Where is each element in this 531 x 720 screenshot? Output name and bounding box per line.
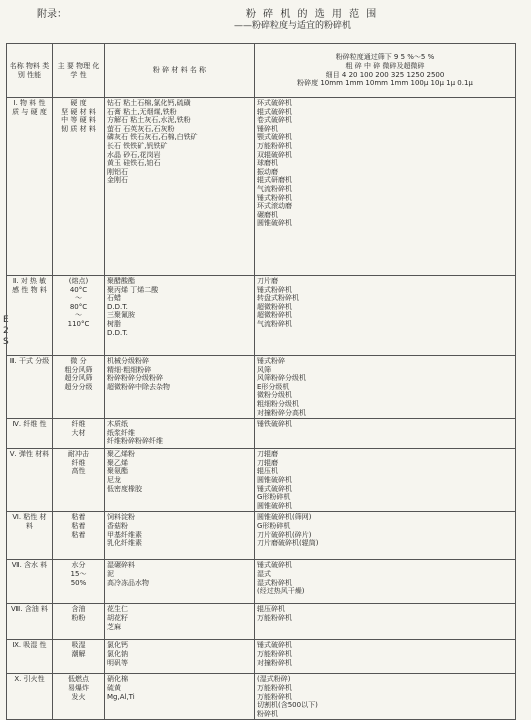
selection-table [6, 43, 516, 720]
header-material: 粉 碎 材 料 名 称 [105, 44, 255, 98]
material-cell-line: 湿碾碎料 [107, 561, 135, 570]
category-cell: Ⅸ. 吸湿 性 [7, 640, 53, 674]
property-cell-line: 粘着 [71, 521, 86, 530]
category-row [7, 674, 516, 720]
material-cell [105, 640, 255, 674]
material-cell-line: 长石 铁铁矿,钒铁矿 [107, 141, 168, 150]
property-cell-line: 低燃点 [68, 675, 89, 684]
header-property: 主 要 物理 化学 性 [53, 44, 105, 98]
material-cell-line: 粉碎粉碎分级粉碎 [107, 374, 163, 383]
header-row [7, 44, 516, 98]
mill-cell-line: G形粉碎机 [257, 493, 291, 502]
property-cell-line: 50% [70, 578, 87, 587]
category-cell: Ⅱ. 对 热 敏 感 性 物 料 [7, 276, 53, 356]
mill-cell-line: 辊式破碎机 [257, 107, 292, 116]
mill-cell [255, 98, 516, 276]
category-row [7, 604, 516, 640]
mill-cell-line: 对撞粉碎分高机 [257, 408, 306, 417]
size-row: 粉碎度 10mm 1mm 10mm 1mm 100μ 10μ 1μ 0.1μ [297, 79, 473, 88]
material-cell-line: 刚铝石 [107, 167, 128, 176]
material-cell-line: 泥 [107, 569, 114, 578]
mill-cell-line: 湿式粉碎机 [257, 578, 292, 587]
mill-cell-line: 锤碎机 [257, 124, 278, 133]
category-cell: Ⅴ. 弹性 材料 [7, 449, 53, 512]
property-cell-line: 超分风筛 [64, 374, 93, 383]
mill-cell-line: 双辊破碎机 [257, 150, 292, 159]
mill-cell-line: 切割机(含500以下) [257, 701, 318, 710]
mill-cell-line: 万能粉碎机 [257, 683, 292, 692]
property-cell-line: 发火 [71, 692, 86, 701]
mill-cell-line: 辊压机 [257, 467, 278, 476]
material-cell-line: D.D.T. [107, 302, 128, 311]
header-category: 名称 物料 类别 性能 [7, 44, 53, 98]
mill-cell-line: 微粉分级机 [257, 391, 292, 400]
property-cell [53, 356, 105, 419]
mill-cell-line: 刀辊磨 [257, 450, 278, 459]
property-cell-line: 耐冲击 [68, 450, 89, 459]
material-cell-line: 金刚石 [107, 176, 128, 185]
material-cell [105, 674, 255, 720]
property-cell [53, 512, 105, 560]
material-cell-line: 尼龙 [107, 475, 121, 484]
property-cell [53, 560, 105, 604]
mill-cell-line: 超微粉碎机 [257, 302, 292, 311]
mill-cell-line: 辊压碎机 [257, 605, 285, 614]
mill-cell-line: (湿式粉碎) [257, 675, 291, 684]
property-cell [53, 604, 105, 640]
mill-cell-line: 超微粉碎机 [257, 311, 292, 320]
category-row [7, 276, 516, 356]
mill-cell [255, 449, 516, 512]
property-cell-line: 40°C [69, 285, 88, 294]
mill-cell [255, 512, 516, 560]
mill-cell-line: G形粉碎机 [257, 521, 291, 530]
mill-cell-line: 转盘式粉碎机 [257, 294, 299, 303]
category-row [7, 356, 516, 419]
material-cell-line: 聚氨酯 [107, 467, 128, 476]
material-cell-line: 聚乙烯 [107, 458, 128, 467]
mill-cell-line: 辊式研磨机 [257, 176, 292, 185]
mill-cell-line: 锤式粉碎 [257, 357, 285, 365]
material-cell-line: 磷灰石 铁石灰石,石棉,白铁矿 [107, 133, 198, 142]
material-cell-line: 乳化纤维素 [107, 539, 142, 548]
property-cell-line: 15～ [70, 569, 87, 578]
material-cell-line: 香菇粉 [107, 521, 128, 530]
property-cell-line: 中 等 硬 料 [61, 116, 96, 125]
material-cell-line: 芝麻 [107, 622, 121, 631]
material-cell-line: 硝化棉 [107, 675, 128, 684]
header-size-title: 粉碎粒度通过筛下 9 5 %～5 % [335, 53, 435, 62]
category-row [7, 560, 516, 604]
mill-cell-line: (经过热风干燥) [257, 587, 305, 596]
category-cell: Ⅹ. 引火性 [7, 674, 53, 720]
mill-cell-line: 刀辊磨 [257, 458, 278, 467]
property-cell-line: 韧 质 材 料 [61, 124, 96, 133]
mill-cell-line: 卷式破碎机 [257, 116, 292, 125]
property-cell-line: 潮解 [71, 649, 86, 658]
property-cell [53, 276, 105, 356]
material-cell-line: 甲基纤维素 [107, 530, 142, 539]
material-cell-line: 饲料淀粉 [107, 513, 135, 522]
material-cell-line: 黄玉 硅铁石,铂石 [107, 159, 161, 168]
mill-cell-line: 锤铁破碎机 [257, 420, 292, 429]
mill-cell [255, 419, 516, 449]
material-cell-line: 硫黄 [107, 683, 121, 692]
property-cell-line: 粉粉 [71, 613, 86, 622]
mill-cell-line: 球磨机 [257, 159, 278, 168]
mill-cell [255, 560, 516, 604]
material-cell-line: 纸浆纤维 [107, 428, 135, 437]
mill-cell-line: 对撞粉碎机 [257, 658, 292, 667]
property-cell [53, 640, 105, 674]
material-cell-line: 高冷冻品水物 [107, 578, 149, 587]
mill-cell [255, 604, 516, 640]
property-cell-line: ～ [75, 294, 82, 303]
property-cell-line: 水分 [71, 561, 86, 570]
material-cell-line: 木质纸 [107, 420, 128, 429]
material-cell-line: 树脂 [107, 319, 121, 328]
property-cell-line: 纤维 [71, 420, 86, 429]
material-cell-line: 氯化钠 [107, 649, 128, 658]
mill-cell-line: 万能粉碎机 [257, 141, 292, 150]
category-cell: Ⅷ. 含油 料 [7, 604, 53, 640]
mill-cell-line: 锤式破碎机 [257, 484, 292, 493]
material-cell [105, 419, 255, 449]
mill-cell-line: 刀片磨 [257, 277, 278, 285]
material-cell [105, 512, 255, 560]
mill-cell-line: E形分级机 [257, 382, 290, 391]
material-cell-line: 氯化钙 [107, 641, 128, 650]
property-cell-line: 大材 [71, 428, 86, 437]
category-row [7, 449, 516, 512]
material-cell-line: D.D.T. [107, 328, 128, 337]
material-cell-line: 低密度橡胶 [107, 484, 142, 493]
mill-cell-line: 刀片破碎机(碎片) [257, 530, 312, 539]
property-cell-line: 坚 硬 材 料 [61, 107, 96, 116]
material-cell [105, 604, 255, 640]
material-cell-line: 聚乙烯粉 [107, 450, 135, 459]
material-cell-line: 精细·粗细粉碎 [107, 365, 152, 374]
page-tag: 附录： [37, 9, 67, 20]
mill-cell-line: 碾磨机 [257, 210, 278, 219]
mill-cell-line: 锤式破碎机 [257, 641, 292, 650]
property-cell-line: 纤维 [71, 458, 86, 467]
category-row [7, 512, 516, 560]
category-row [7, 98, 516, 276]
property-cell-line: 粘着 [71, 530, 86, 539]
material-cell-line: 钻石 粘土石棉,氯化钙,硫磺 [107, 99, 191, 107]
material-cell-line: 明矾等 [107, 658, 128, 667]
category-cell: Ⅶ. 含水 料 [7, 560, 53, 604]
mill-cell-line: 风筛 [257, 365, 271, 374]
mill-cell-line: 万能粉碎机 [257, 613, 292, 622]
page-title: 粉 碎 机 的 选 用 范 围 [246, 9, 379, 20]
side-mark: E 2 S [3, 315, 9, 347]
material-cell-line: 机械分级粉碎 [107, 357, 149, 365]
property-cell-line: 80°C [69, 302, 88, 311]
material-cell-line: 聚丙烯 丁烯二酸 [107, 285, 159, 294]
mill-cell [255, 276, 516, 356]
mill-cell-line: 环式破碎机 [257, 99, 292, 107]
material-cell-line: 胡花籽 [107, 613, 128, 622]
category-cell: Ⅵ. 粘性 材料 [7, 512, 53, 560]
mill-cell-line: 风筛粉碎分级机 [257, 374, 306, 383]
category-cell: Ⅳ. 纤维 性 [7, 419, 53, 449]
category-cell: Ⅰ. 物 料 性 质 与 硬 度 [7, 98, 53, 276]
mill-cell-line: 锤式粉碎机 [257, 285, 292, 294]
property-cell-line: 110°C [67, 319, 90, 328]
mill-cell-line: 粉碎机 [257, 709, 278, 718]
mesh-row: 细目 4 20 100 200 325 1250 2500 [325, 70, 445, 79]
property-cell-line: 含油 [71, 605, 86, 614]
mill-cell-line: 湿式 [257, 569, 271, 578]
header-sizes [255, 44, 516, 98]
mill-cell-line: 万能粉碎机 [257, 649, 292, 658]
category-row [7, 640, 516, 674]
mill-cell [255, 640, 516, 674]
material-cell [105, 98, 255, 276]
category-cell: Ⅲ. 干式 分级 [7, 356, 53, 419]
mill-cell-line: 振动磨 [257, 167, 278, 176]
mill-cell-line: 圆锥破碎机(筛网) [257, 513, 312, 522]
material-cell-line: Mg,Al,Ti [107, 692, 135, 701]
material-cell-line: 石蜡 [107, 294, 121, 303]
property-cell-line: 粘着 [71, 513, 86, 522]
property-cell-line: 微 分 [70, 357, 87, 365]
material-cell-line: 水晶 砂石,花岗岩 [107, 150, 161, 159]
mill-cell [255, 356, 516, 419]
material-cell-line: 三聚氰胺 [107, 311, 135, 320]
mill-cell-line: 圆锥破碎机 [257, 501, 292, 510]
mill-cell-line: 环式滚动磨 [257, 202, 292, 211]
category-row [7, 419, 516, 449]
material-cell-line: 石膏 粘土,无烟煤,铁粉 [107, 107, 177, 116]
mill-cell-line: 颚式破碎机 [257, 133, 292, 142]
mill-cell-line: 气流粉碎机 [257, 184, 292, 193]
property-cell-line: 粗分风筛 [64, 365, 93, 374]
mill-cell-line: 锤式破碎机 [257, 561, 292, 570]
mill-cell-line: 刀片磨破碎机(辊筒) [257, 539, 319, 548]
mill-cell-line: 万能粉碎机 [257, 692, 292, 701]
material-cell-line: 花生仁 [107, 605, 128, 614]
mill-cell-line: 圆锥破碎机 [257, 475, 292, 484]
mill-cell [255, 674, 516, 720]
material-cell-line: 方解石 粘土灰石,水泥,铁粉 [107, 116, 191, 125]
material-cell-line: 纤维粉碎粉碎纤维 [107, 437, 163, 446]
property-cell [53, 674, 105, 720]
property-cell-line: ～ [75, 311, 82, 320]
material-cell [105, 560, 255, 604]
page-subtitle: ——粉碎粒度与适宜的粉碎机 [234, 21, 352, 31]
material-cell-line: 萤石 石英灰石,石灰粉 [107, 124, 175, 133]
property-cell-line: 硬 度 [70, 99, 87, 107]
material-cell [105, 449, 255, 512]
material-cell [105, 276, 255, 356]
property-cell-line: (熔点) [68, 277, 89, 285]
property-cell-line: 高性 [71, 467, 86, 476]
property-cell [53, 449, 105, 512]
mill-cell-line: 圆锥破碎机 [257, 219, 292, 228]
material-cell-line: 聚醋酸酯 [107, 277, 135, 285]
material-cell [105, 356, 255, 419]
mill-cell-line: 粗细粉分级机 [257, 399, 299, 408]
property-cell-line: 超分分级 [64, 382, 93, 391]
material-cell-line: 超微粉碎中除去杂物 [107, 382, 170, 391]
property-cell-line: 易爆炸 [68, 683, 89, 692]
property-cell [53, 419, 105, 449]
property-cell-line: 吸湿 [71, 641, 86, 650]
mill-cell-line: 气流粉碎机 [257, 319, 292, 328]
property-cell [53, 98, 105, 276]
mill-cell-line: 锤式粉碎机 [257, 193, 292, 202]
size-class-row: 粗 碎 中 碎 微碎及超微碎 [345, 61, 425, 70]
